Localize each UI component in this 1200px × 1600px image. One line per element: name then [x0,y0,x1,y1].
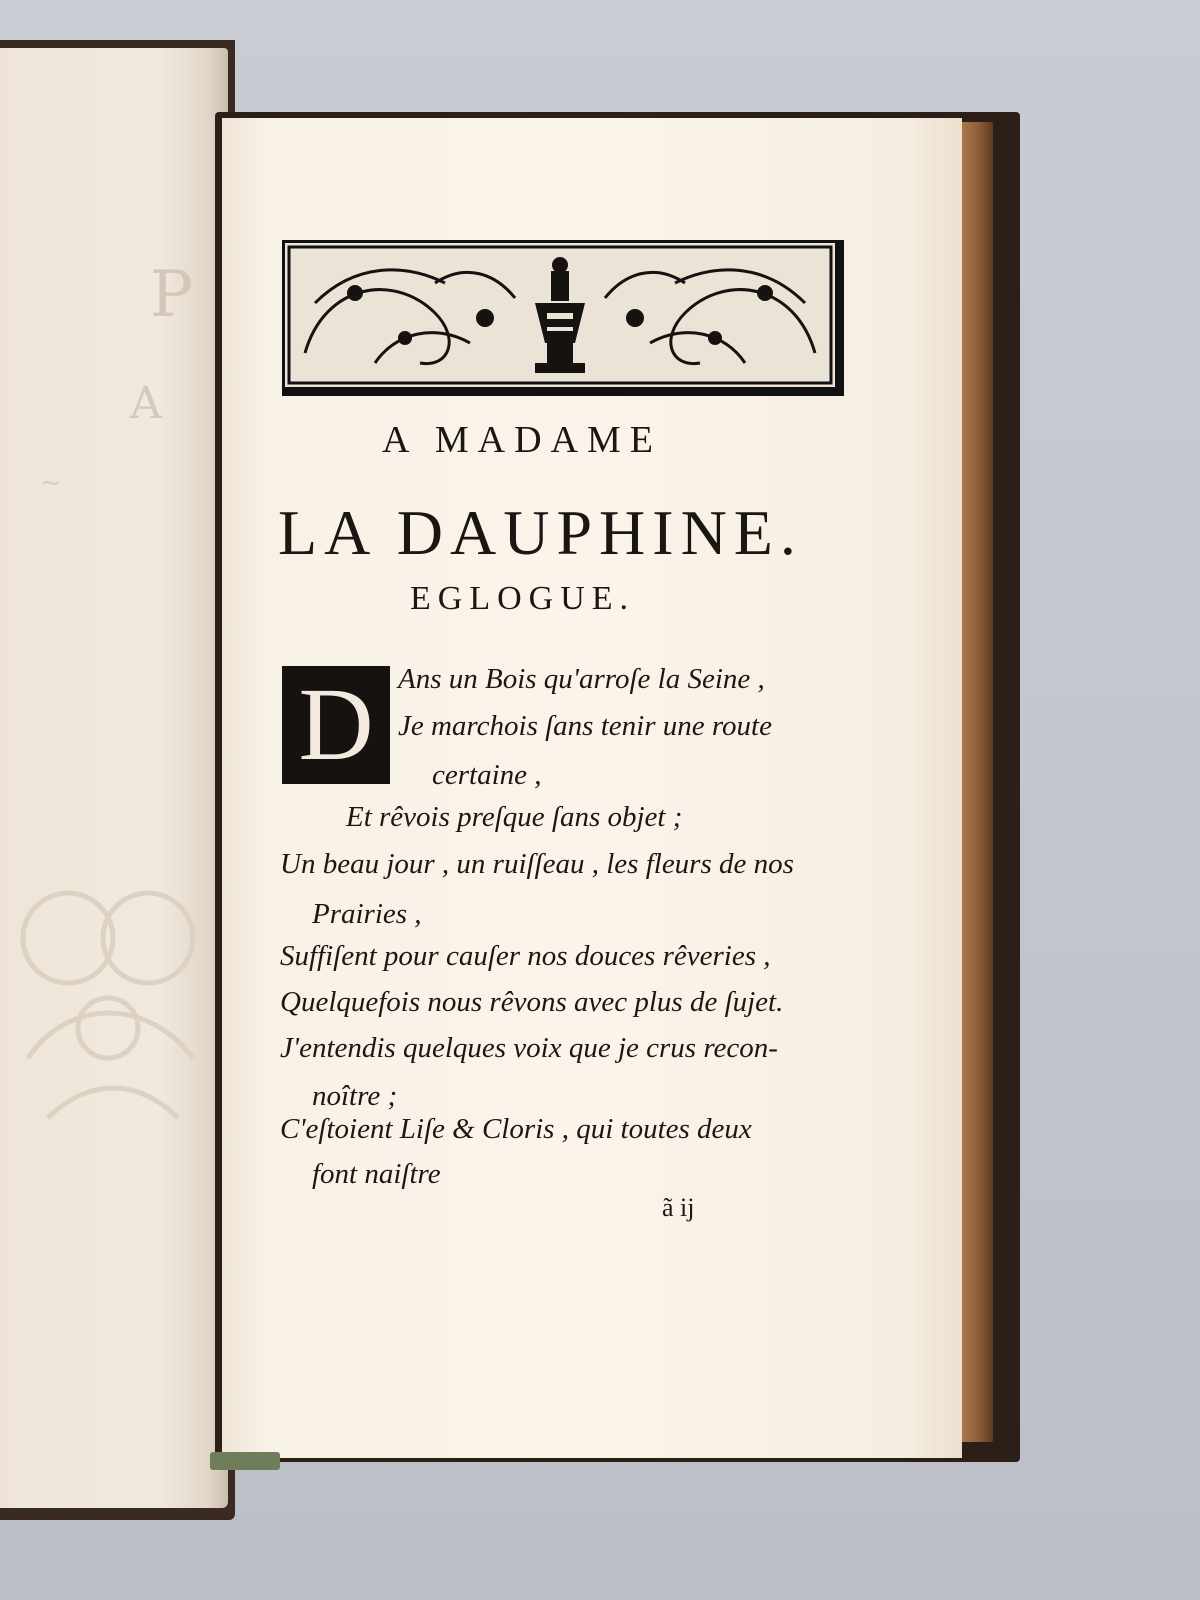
verse-line: Prairies , [312,898,422,930]
left-page: P A ~ [0,48,228,1508]
verse-line: Suffiſent pour cauſer nos douces rêveries , [280,940,771,972]
heading-dauphine: LA DAUPHINE. [278,497,803,568]
verse-line: C'eſtoient Liſe & Cloris , qui toutes deux [280,1113,752,1145]
verse-line: Un beau jour , un ruiſſeau , les fleurs de nos [280,848,794,880]
verse-line: Quelquefois nous rêvons avec plus de ſujet. [280,986,784,1018]
verse-line: font naiſtre [312,1158,441,1190]
headpiece-ornament [282,240,844,396]
right-page [222,118,962,1458]
signature-mark: ã ij [662,1193,695,1222]
left-page-ornament-bleed [8,858,213,1158]
verse-line: Ans un Bois qu'arroſe la Seine , [398,663,765,695]
bookmark-ribbon [210,1452,280,1470]
verse-line: noître ; [312,1080,398,1112]
verse-line: certaine , [432,759,542,791]
verse-line: J'entendis quelques voix que je crus recon- [280,1032,778,1064]
ornamental-drop-cap: D [282,666,390,784]
heading-dedication-to: A MADAME [382,419,662,461]
heading-eglogue: EGLOGUE. [410,580,636,617]
verse-line: Et rêvois preſque ſans objet ; [346,801,683,833]
verse-line: Je marchois ſans tenir une route [398,710,772,742]
